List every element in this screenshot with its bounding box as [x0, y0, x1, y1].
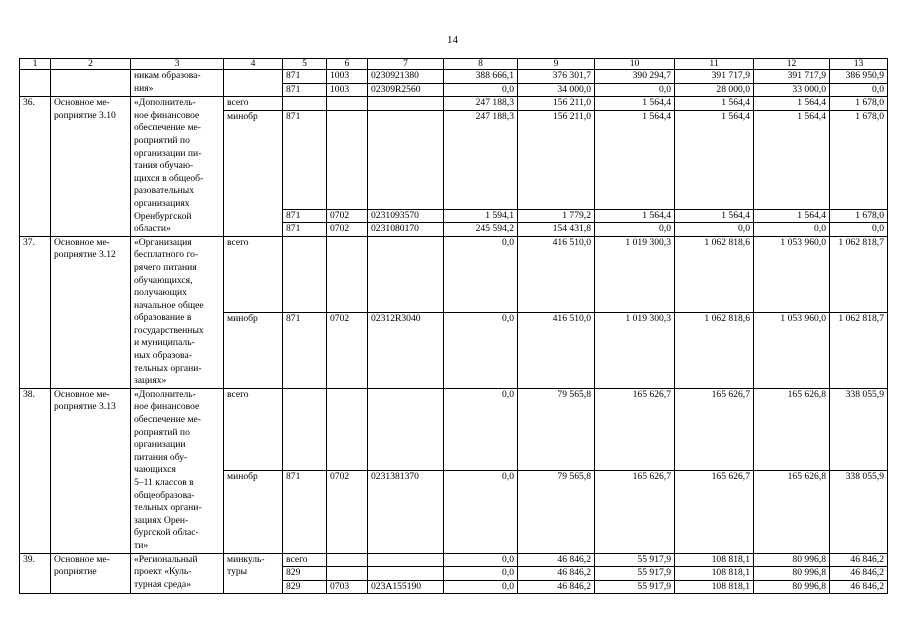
- grbs-code: [283, 236, 327, 312]
- value-cell: 1 062 818,6: [675, 236, 754, 312]
- value-cell: 108 818,1: [675, 567, 754, 581]
- value-cell: 1 564,4: [754, 209, 830, 223]
- grbs-code: 829: [283, 567, 327, 581]
- grbs-code: 871: [283, 471, 327, 553]
- column-number: 6: [327, 59, 368, 70]
- value-cell: 1 678,0: [830, 97, 888, 111]
- section-code: [327, 110, 368, 209]
- executor: всего: [224, 388, 283, 470]
- row-number: 36.: [20, 97, 51, 237]
- section-code: 0703: [327, 580, 368, 594]
- value-cell: 0,0: [830, 223, 888, 237]
- value-cell: 165 626,7: [675, 471, 754, 553]
- value-cell: 386 950,9: [830, 70, 888, 84]
- value-cell: 46 846,2: [518, 553, 595, 567]
- executor: всего: [224, 236, 283, 312]
- value-cell: 46 846,2: [830, 553, 888, 567]
- value-cell: 1 564,4: [595, 209, 675, 223]
- measure-name: Основное ме- роприятие 3.10: [51, 97, 131, 237]
- value-cell: 55 917,9: [595, 580, 675, 594]
- value-cell: 165 626,8: [754, 471, 830, 553]
- value-cell: 245 594,2: [444, 223, 518, 237]
- target-code: [368, 110, 444, 209]
- column-number: 2: [51, 59, 131, 70]
- value-cell: 0,0: [444, 83, 518, 97]
- column-number: 1: [20, 59, 51, 70]
- value-cell: 80 996,8: [754, 580, 830, 594]
- measure-name: Основное ме- роприятие 3.12: [51, 236, 131, 388]
- column-number: 10: [595, 59, 675, 70]
- value-cell: 1 678,0: [830, 209, 888, 223]
- value-cell: 1 564,4: [675, 209, 754, 223]
- value-cell: 0,0: [830, 83, 888, 97]
- value-cell: 1 019 300,3: [595, 312, 675, 388]
- value-cell: 0,0: [444, 567, 518, 581]
- budget-table: [19, 58, 888, 594]
- measure-description: «Дополнитель- ное финансовое обеспечение ме- роприятий по организации питания обу- чающихся 5–11 классов в общеобразова- тельных органи- зациях Орен- бургской облас- ти»: [131, 388, 224, 553]
- section-code: [327, 236, 368, 312]
- target-code: [368, 553, 444, 567]
- value-cell: 154 431,8: [518, 223, 595, 237]
- grbs-code: 871: [283, 209, 327, 223]
- measure-description: «Организация бесплатного го- рячего питания обучающихся, получающих начальное общее образование в государственных и муниципаль- ных образова- тельных органи- зациях»: [131, 236, 224, 388]
- value-cell: 0,0: [444, 388, 518, 470]
- measure-name: Основное ме- роприятие 3.13: [51, 388, 131, 553]
- table-row: [20, 553, 888, 567]
- target-code: 0231080170: [368, 223, 444, 237]
- table-row: [20, 70, 888, 84]
- column-number: 3: [131, 59, 224, 70]
- value-cell: 1 594,1: [444, 209, 518, 223]
- column-number: 8: [444, 59, 518, 70]
- measure-name: [51, 70, 131, 97]
- value-cell: 156 211,0: [518, 97, 595, 111]
- value-cell: 1 062 818,6: [675, 312, 754, 388]
- value-cell: 338 055,9: [830, 471, 888, 553]
- section-code: [327, 567, 368, 581]
- value-cell: 46 846,2: [830, 580, 888, 594]
- value-cell: 0,0: [444, 471, 518, 553]
- value-cell: 1 019 300,3: [595, 236, 675, 312]
- value-cell: 79 565,8: [518, 471, 595, 553]
- value-cell: 1 678,0: [830, 110, 888, 209]
- executor: минобр: [224, 312, 283, 388]
- target-code: [368, 567, 444, 581]
- value-cell: 1 564,4: [675, 97, 754, 111]
- value-cell: 1 564,4: [754, 97, 830, 111]
- value-cell: 108 818,1: [675, 553, 754, 567]
- value-cell: 1 779,2: [518, 209, 595, 223]
- column-number: 5: [283, 59, 327, 70]
- grbs-code: 871: [283, 70, 327, 84]
- section-code: [327, 388, 368, 470]
- table-row: [20, 236, 888, 312]
- value-cell: 33 000,0: [754, 83, 830, 97]
- value-cell: 1 564,4: [675, 110, 754, 209]
- table-row: [20, 97, 888, 111]
- value-cell: 28 000,0: [675, 83, 754, 97]
- executor: минобр: [224, 471, 283, 553]
- grbs-code: всего: [283, 553, 327, 567]
- value-cell: 156 211,0: [518, 110, 595, 209]
- value-cell: 388 666,1: [444, 70, 518, 84]
- value-cell: 0,0: [444, 312, 518, 388]
- value-cell: 0,0: [754, 223, 830, 237]
- value-cell: 55 917,9: [595, 553, 675, 567]
- table-row: [20, 388, 888, 470]
- page-number: 14: [447, 34, 458, 46]
- executor: минкуль- туры: [224, 553, 283, 594]
- column-number: 9: [518, 59, 595, 70]
- row-number: [20, 70, 51, 97]
- section-code: 0702: [327, 209, 368, 223]
- value-cell: 165 626,7: [675, 388, 754, 470]
- value-cell: 46 846,2: [830, 567, 888, 581]
- value-cell: 1 062 818,7: [830, 312, 888, 388]
- column-number: 4: [224, 59, 283, 70]
- column-number: 11: [675, 59, 754, 70]
- value-cell: 338 055,9: [830, 388, 888, 470]
- value-cell: 165 626,8: [754, 388, 830, 470]
- section-code: [327, 553, 368, 567]
- grbs-code: 871: [283, 312, 327, 388]
- target-code: 02309R2560: [368, 83, 444, 97]
- value-cell: 1 053 960,0: [754, 312, 830, 388]
- value-cell: 0,0: [444, 553, 518, 567]
- target-code: 02312R3040: [368, 312, 444, 388]
- value-cell: 0,0: [595, 83, 675, 97]
- value-cell: 390 294,7: [595, 70, 675, 84]
- column-number: 13: [830, 59, 888, 70]
- grbs-code: 871: [283, 110, 327, 209]
- section-code: 0702: [327, 471, 368, 553]
- grbs-code: 829: [283, 580, 327, 594]
- value-cell: 391 717,9: [675, 70, 754, 84]
- value-cell: 0,0: [444, 236, 518, 312]
- executor: минобр: [224, 110, 283, 236]
- target-code: [368, 97, 444, 111]
- value-cell: 0,0: [675, 223, 754, 237]
- value-cell: 79 565,8: [518, 388, 595, 470]
- measure-description: «Дополнитель- ное финансовое обеспечение ме- роприятий по организации пи- тания обучаю- щихся в общеоб- разовательных организациях Оренбургской области»: [131, 97, 224, 237]
- value-cell: 0,0: [444, 580, 518, 594]
- value-cell: 1 053 960,0: [754, 236, 830, 312]
- value-cell: 34 000,0: [518, 83, 595, 97]
- value-cell: 416 510,0: [518, 312, 595, 388]
- target-code: 0231381370: [368, 471, 444, 553]
- value-cell: 46 846,2: [518, 580, 595, 594]
- measure-name: Основное ме- роприятие: [51, 553, 131, 594]
- measure-description: никам образова- ния»: [131, 70, 224, 97]
- value-cell: 0,0: [595, 223, 675, 237]
- value-cell: 1 564,4: [595, 97, 675, 111]
- grbs-code: 871: [283, 83, 327, 97]
- section-code: 0702: [327, 312, 368, 388]
- value-cell: 108 818,1: [675, 580, 754, 594]
- column-number: 12: [754, 59, 830, 70]
- executor: всего: [224, 97, 283, 111]
- section-code: 0702: [327, 223, 368, 237]
- value-cell: 247 188,3: [444, 97, 518, 111]
- section-code: [327, 97, 368, 111]
- row-number: 38.: [20, 388, 51, 553]
- executor: [224, 70, 283, 97]
- value-cell: 391 717,9: [754, 70, 830, 84]
- value-cell: 80 996,8: [754, 567, 830, 581]
- grbs-code: 871: [283, 223, 327, 237]
- row-number: 37.: [20, 236, 51, 388]
- value-cell: 165 626,7: [595, 471, 675, 553]
- target-code: [368, 236, 444, 312]
- value-cell: 376 301,7: [518, 70, 595, 84]
- value-cell: 165 626,7: [595, 388, 675, 470]
- column-number-row: [20, 59, 888, 70]
- section-code: 1003: [327, 83, 368, 97]
- value-cell: 416 510,0: [518, 236, 595, 312]
- column-number: 7: [368, 59, 444, 70]
- grbs-code: [283, 388, 327, 470]
- target-code: 023A155190: [368, 580, 444, 594]
- target-code: [368, 388, 444, 470]
- row-number: 39.: [20, 553, 51, 594]
- grbs-code: [283, 97, 327, 111]
- value-cell: 46 846,2: [518, 567, 595, 581]
- section-code: 1003: [327, 70, 368, 84]
- target-code: 0230921380: [368, 70, 444, 84]
- target-code: 0231093570: [368, 209, 444, 223]
- measure-description: «Региональный проект «Куль- турная среда»: [131, 553, 224, 594]
- value-cell: 80 996,8: [754, 553, 830, 567]
- value-cell: 1 062 818,7: [830, 236, 888, 312]
- value-cell: 55 917,9: [595, 567, 675, 581]
- value-cell: 1 564,4: [754, 110, 830, 209]
- value-cell: 247 188,3: [444, 110, 518, 209]
- value-cell: 1 564,4: [595, 110, 675, 209]
